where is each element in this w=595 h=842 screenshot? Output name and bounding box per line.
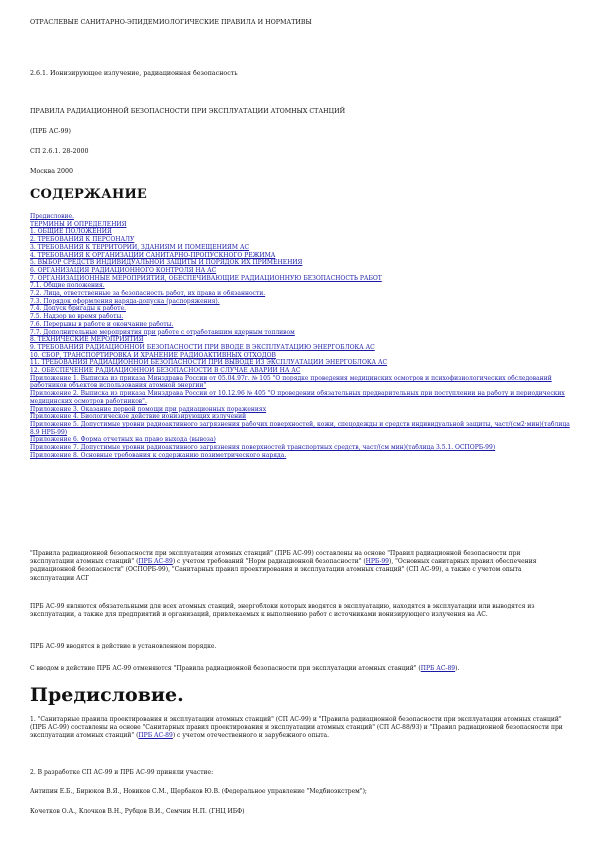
toc-link[interactable]: 7.1. Общие положения.: [30, 282, 105, 290]
link-prb-as-89[interactable]: ПРБ АС-89: [138, 732, 173, 740]
toc-link[interactable]: 1. ОБЩИЕ ПОЛОЖЕНИЯ: [30, 228, 112, 236]
toc-link[interactable]: 7.3. Порядок оформления наряда-допуска (распоряжения).: [30, 297, 220, 305]
toc-link[interactable]: 7.2. Лица, ответственные за безопасность работ, их права и обязанности.: [30, 290, 266, 298]
toc-link[interactable]: 10. СБОР, ТРАНСПОРТИРОВКА И ХРАНЕНИЕ РАДИОАКТИВНЫХ ОТХОДОВ: [30, 351, 276, 359]
top-title: ОТРАСЛЕВЫЕ САНИТАРНО-ЭПИДЕМИОЛОГИЧЕСКИЕ ПРАВИЛА И НОРМАТИВЫ: [30, 19, 312, 26]
preface-paragraph-3: Антипин Е.Б., Бирюков В.Я., Новиков С.М., Щербаков Ю.В. (Федеральное управление "Медбиоэкстрем");: [30, 788, 367, 795]
intro-text: ).: [455, 665, 460, 672]
toc-link[interactable]: 12. ОБЕСПЕЧЕНИЕ РАДИАЦИОННОЙ БЕЗОПАСНОСТИ В СЛУЧАЕ АВАРИИ НА АС: [30, 367, 301, 375]
contents-heading: СОДЕРЖАНИЕ: [30, 187, 148, 202]
toc-link[interactable]: Приложение 2. Выписка из приказа Минздрава России от 10.12.96 № 405 "О проведении обязательных предварительных при поступлении на работу и периодических медицинских осмотров работников".: [30, 390, 565, 405]
toc-link[interactable]: Приложение 3. Оказание первой помощи при радиационных поражениях: [30, 405, 267, 413]
toc-link[interactable]: 3. ТРЕБОВАНИЯ К ТЕРРИТОРИИ, ЗДАНИЯМ И ПОМЕЩЕНИЯМ АС: [30, 243, 250, 251]
toc-link[interactable]: Приложение 5. Допустимые уровни радиоактивного загрязнения рабочих поверхностей, кожи, спецодежды и средств индивидуальной защиты, част/(см2·мин)(таблица 8.9 НРБ-99): [30, 420, 570, 436]
toc-link[interactable]: 5. ВЫБОР СРЕДСТВ ИНДИВИДУАЛЬНОЙ ЗАЩИТЫ И ПОРЯДОК ИХ ПРИМЕНЕНИЯ: [30, 259, 303, 267]
document-code: СП 2.6.1. 28-2000: [30, 148, 89, 155]
place-year: Москва 2000: [30, 168, 74, 175]
toc-link[interactable]: ТЕРМИНЫ И ОПРЕДЕЛЕНИЯ: [30, 220, 127, 228]
toc-link[interactable]: Приложение 1. Выписка из приказа Минздрава России от 05.04.97г. № 105 "О порядке проведения медицинских осмотров и психофизиологических обследований работников объектов использования атомной энергии": [30, 374, 552, 390]
table-of-contents: [30, 213, 570, 460]
document-title: ПРАВИЛА РАДИАЦИОННОЙ БЕЗОПАСНОСТИ ПРИ ЭКСПЛУАТАЦИИ АТОМНЫХ СТАНЦИЙ: [30, 108, 346, 115]
toc-link[interactable]: 2. ТРЕБОВАНИЯ К ПЕРСОНАЛУ: [30, 236, 135, 244]
toc-link[interactable]: 9. ТРЕБОВАНИЯ РАДИАЦИОННОЙ БЕЗОПАСНОСТИ ПРИ ВВОДЕ В ЭКСПЛУАТАЦИЮ ЭНЕРГОБЛОКА АС: [30, 343, 375, 351]
intro-paragraph-2: ПРБ АС-99 являются обязательными для всех атомных станций, энергоблоки которых вводятся в эксплуатацию, находятся в эксплуатации или выводятся из эксплуатации, а также для предприятий и организаций, привлекаемых к выполнению работ с источниками ионизирующего излучения на АС.: [30, 603, 535, 619]
toc-link[interactable]: 7.7. Дополнительные мероприятия при работе с отработавшим ядерным топливом: [30, 328, 295, 336]
intro-text: С вводом в действие ПРБ АС-99 отменяются "Правила радиационной безопасности при эксплуатации атомных станций" (: [30, 665, 421, 672]
document-abbreviation: (ПРБ АС-99): [30, 128, 71, 135]
intro-paragraph-3: ПРБ АС-99 вводятся в действие в установленном порядке.: [30, 643, 217, 650]
link-nrb-99[interactable]: НРБ-99: [365, 558, 389, 566]
toc-link[interactable]: Предисловие.: [30, 213, 74, 220]
toc-link[interactable]: 6. ОРГАНИЗАЦИЯ РАДИАЦИОННОГО КОНТРОЛЯ НА АС: [30, 266, 217, 274]
toc-link[interactable]: 7. ОРГАНИЗАЦИОННЫЕ МЕРОПРИЯТИЯ, ОБЕСПЕЧИВАЮЩИЕ РАДИАЦИОННУЮ БЕЗОПАСНОСТЬ РАБОТ: [30, 274, 382, 282]
toc-link[interactable]: Приложение 4. Биологическое действие ионизирующих излучений: [30, 413, 247, 421]
preface-paragraph-1: [30, 716, 565, 741]
toc-link[interactable]: Приложение 8. Основные требования к содержанию позиметрического наряда.: [30, 451, 287, 459]
intro-paragraph-4: [30, 665, 565, 673]
preface-heading: Предисловие.: [30, 684, 184, 706]
preface-paragraph-2: 2. В разработке СП АС-99 и ПРБ АС-99 приняли участие:: [30, 769, 214, 776]
preface-text: 1. "Санитарные правила проектирования и эксплуатации атомных станций" (СП АС-99) и "Правила радиационной безопасности при эксплуатации атомных станций" (ПРБ АС-99) составлены на основе "Санитарных правил проектирования и эксплуатации атомных станций" (СП АС-88/93) и "Правил радиационной безопасности при эксплуатации атомных станций" (: [30, 716, 563, 740]
toc-link[interactable]: 7.4. Допуск бригады к работе.: [30, 305, 127, 313]
toc-link[interactable]: Приложение 7. Допустимые уровни радиоактивного загрязнения поверхностей транспортных средств, част/(см мин)(таблица 3.5.1. ОСПОРБ-99): [30, 444, 496, 452]
link-prb-as-89[interactable]: ПРБ АС-89: [420, 665, 456, 672]
intro-text: "Правила радиационной безопасности при эксплуатации атомных станций" (ПРБ АС-99) составлены на основе "Правил радиационной безопасности при эксплуатации атомных станций" (: [30, 550, 521, 566]
preface-paragraph-4: Кочетков О.А., Клочков В.Н., Рубцов В.И., Семчин Н.П. (ГНЦ ИБФ): [30, 808, 245, 815]
preface-text: ) с учетом отечественного и зарубежного опыта.: [172, 732, 330, 740]
toc-link[interactable]: 11. ТРЕБОВАНИЯ РАДИАЦИОННОЙ БЕЗОПАСНОСТИ ПРИ ВЫВОДЕ ИЗ ЭКСПЛУАТАЦИИ ЭНЕРГОБЛОКА АС: [30, 359, 388, 367]
intro-text: ) с учетом требований "Норм радиационной безопасности" (: [172, 558, 366, 566]
link-prb-as-89[interactable]: ПРБ АС-89: [138, 558, 173, 566]
toc-link[interactable]: 8. ТЕХНИЧЕСКИЕ МЕРОПРИЯТИЯ: [30, 336, 144, 344]
toc-link[interactable]: Приложение 6. Форма отчетных на право выхода (вывоза): [30, 436, 216, 444]
intro-text: ), "Основных санитарных правил обеспечения радиационной безопасности" (ОСПОРБ-99), "Санитарных правил проектирования и эксплуатации атомных станций" (СП АС-99), а также с учетом опыта эксплуатации АСГ: [30, 558, 537, 582]
intro-paragraph-1: [30, 550, 565, 583]
toc-link[interactable]: 7.5. Надзор во время работы.: [30, 313, 124, 321]
section-line: 2.6.1. Ионизирующее излучение, радиационная безопасность: [30, 70, 238, 77]
toc-link[interactable]: 7.6. Перерывы в работе и окончание работы.: [30, 320, 174, 328]
toc-link[interactable]: 4. ТРЕБОВАНИЯ К ОРГАНИЗАЦИИ САНИТАРНО-ПРОПУСКНОГО РЕЖИМА: [30, 251, 276, 259]
